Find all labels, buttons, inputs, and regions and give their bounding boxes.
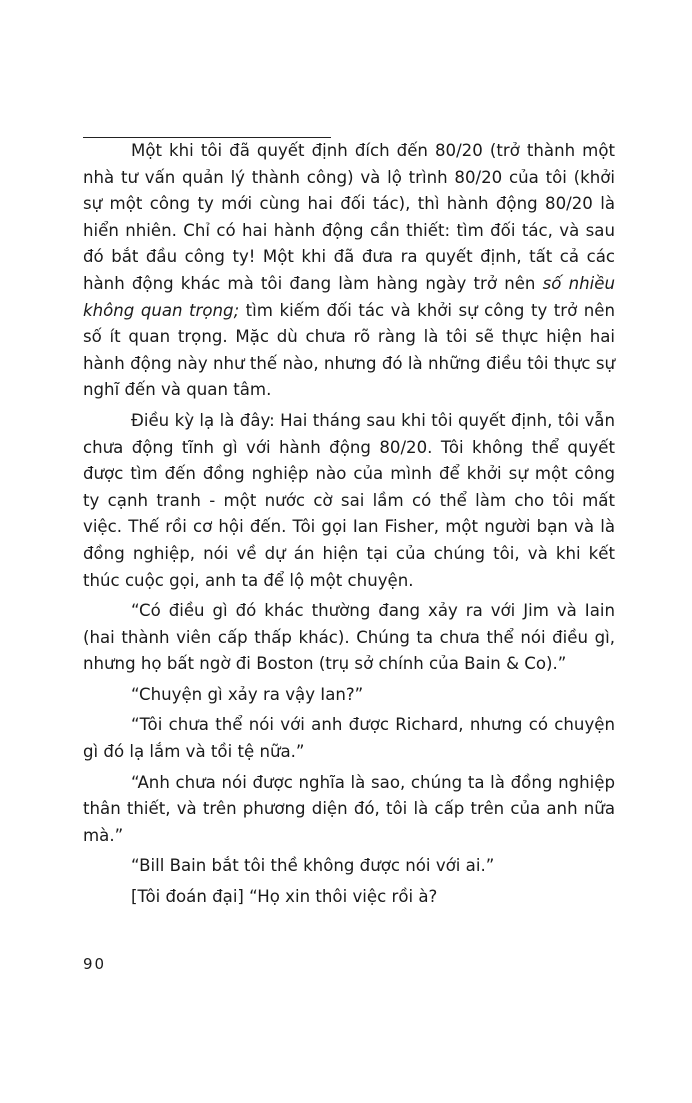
text-run: “Anh chưa nói được nghĩa là sao, chúng ta là đồng nghiệp thân thiết, và trên phương diện đó, tôi là cấp trên của anh nữa mà.”	[83, 772, 615, 845]
body-text	[83, 138, 615, 915]
paragraph	[83, 884, 615, 911]
paragraph	[83, 853, 615, 880]
paragraph	[83, 682, 615, 709]
text-run: “Có điều gì đó khác thường đang xảy ra với Jim và Iain (hai thành viên cấp thấp khác). Chúng ta chưa thể nói điều gì, nhưng họ bất ngờ đi Boston (trụ sở chính của Bain & Co).”	[83, 601, 615, 674]
paragraph	[83, 598, 615, 678]
text-run: “Chuyện gì xảy ra vậy Ian?”	[131, 684, 364, 704]
page-number: 90	[83, 955, 107, 973]
paragraph	[83, 770, 615, 850]
text-run: “Tôi chưa thể nói với anh được Richard, nhưng có chuyện gì đó lạ lắm và tồi tệ nữa.”	[83, 715, 615, 762]
paragraph	[83, 408, 615, 594]
text-run: Điều kỳ lạ là đây: Hai tháng sau khi tôi quyết định, tôi vẫn chưa động tĩnh gì với hành động 80/20. Tôi không thể quyết được tìm đến đồng nghiệp nào của mình để khởi sự một công ty cạnh tranh - một nước cờ sai lầm có thể làm cho tôi mất việc. Thế rồi cơ hội đến. Tôi gọi Ian Fisher, một người bạn và là đồng nghiệp, nói về dự án hiện tại của chúng tôi, và khi kết thúc cuộc gọi, anh ta để lộ một chuyện.	[83, 410, 615, 590]
text-run: tìm kiếm đối tác và khởi sự công ty trở nên số ít quan trọng. Mặc dù chưa rõ ràng là tôi sẽ thực hiện hai hành động này như thế nào, nhưng đó là những điều tôi thực sự nghĩ đến và quan tâm.	[83, 300, 615, 400]
text-run: “Bill Bain bắt tôi thề không được nói với ai.”	[131, 856, 495, 876]
text-run: Một khi tôi đã quyết định đích đến 80/20 (trở thành một nhà tư vấn quản lý thành công) và lộ trình 80/20 của tôi (khởi sự một công ty mới cùng hai đối tác), thì hành động 80/20 là hiển nhiên. Chỉ có hai hành động cần thiết: tìm đối tác, và sau đó bắt đầu công ty! Một khi đã đưa ra quyết định, tất cả các hành động khác mà tôi đang làm hàng ngày trở nên	[83, 141, 615, 293]
paragraph	[83, 138, 615, 404]
italic-text-run: số nhiều không quan trọng;	[83, 273, 615, 320]
paragraph	[83, 712, 615, 765]
text-run: [Tôi đoán đại] “Họ xin thôi việc rồi à?	[131, 887, 438, 907]
